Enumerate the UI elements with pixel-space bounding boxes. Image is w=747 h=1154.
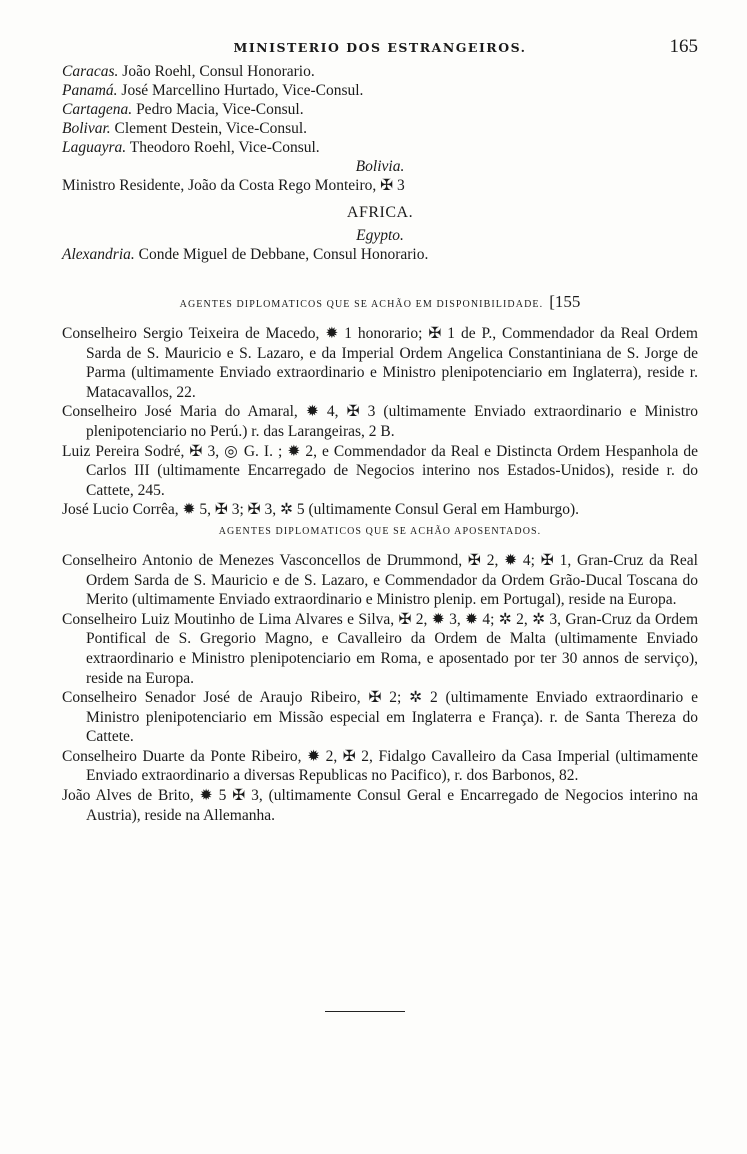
country-heading-egypt: Egypto. xyxy=(356,227,404,244)
agent-entry: Conselheiro José Maria do Amaral, ✹ 4, ✠ 3 (ultimamente Enviado extraordinario e Ministro plenipotenciario no Perú.) r. das Larangeiras, 2 B. xyxy=(62,403,698,440)
running-head-title: MINISTERIO DOS ESTRANGEIROS. xyxy=(233,40,527,55)
consul-name: José Marcellino Hurtado, Vice-Consul. xyxy=(117,82,364,99)
section-marker: [155 xyxy=(549,292,581,311)
consul-entry xyxy=(62,81,698,100)
consul-name: Theodoro Roehl, Vice-Consul. xyxy=(126,139,320,156)
agent-entry: Conselheiro Sergio Teixeira de Macedo, ✹ 1 honorario; ✠ 1 de P., Commendador da Real Ordem Sarda de S. Mauricio e S. Lazaro, e da Imperial Ordem Angelica Constantiniana de S. Jorge de Parma (ultimamente Enviado extraordinario e Ministro plenipotenciario em Inglaterra), reside r. Matacavallos, 22. xyxy=(62,325,698,401)
consul-place: Caracas. xyxy=(62,63,119,80)
consul-place: Bolivar. xyxy=(62,120,111,137)
disponibilidade-list xyxy=(62,324,698,520)
agent-entry: Conselheiro Luiz Moutinho de Lima Alvares e Silva, ✠ 2, ✹ 3, ✹ 4; ✲ 2, ✲ 3, Gran-Cruz da Ordem Pontifical de S. Gregorio Magno, e Cavalleiro da Ordem de Malta (ultimamente Enviado extraordinario e Ministro plenipotenciario em Roma, e aposentado por ter 30 annos de serviço), reside na Europa. xyxy=(62,610,698,687)
running-head xyxy=(62,34,698,62)
page-content xyxy=(62,34,698,825)
consul-place: Alexandria. xyxy=(62,246,135,263)
page-number: 165 xyxy=(669,36,698,57)
consul-entry xyxy=(62,119,698,138)
aposentados-list xyxy=(62,551,698,825)
agent-entry: Luiz Pereira Sodré, ✠ 3, ◎ G. I. ; ✹ 2, e Commendador da Real e Distincta Ordem Hespanhola de Carlos III (ultimamente Encarregado de Negocios interino nos Estados-Unidos), reside r. do Cattete, 245. xyxy=(62,442,698,499)
consul-place: Cartagena. xyxy=(62,101,133,118)
agent-entry: José Lucio Corrêa, ✹ 5, ✠ 3; ✠ 3, ✲ 5 (ultimamente Consul Geral em Hamburgo). xyxy=(62,501,579,519)
agent-entry: Conselheiro Antonio de Menezes Vasconcellos de Drummond, ✠ 2, ✹ 4; ✠ 1, Gran-Cruz da Real Ordem Sarda de S. Mauricio e de S. Lazaro, e Commendador da Ordem Grão-Ducal Toscana do Merito (ultimamente Enviado extraordinario e Ministro plenip. em Portugal), reside na Europa. xyxy=(62,551,698,609)
agent-entry: Conselheiro Senador José de Araujo Ribeiro, ✠ 2; ✲ 2 (ultimamente Enviado extraordinario e Ministro plenipotenciario em Missão especial em Inglaterra e França). r. de Santa Thereza do Cattete. xyxy=(62,689,698,746)
consul-name: João Roehl, Consul Honorario. xyxy=(118,63,315,80)
consul-entry xyxy=(62,138,698,157)
agent-entry: João Alves de Brito, ✹ 5 ✠ 3, (ultimamente Consul Geral e Encarregado de Negocios interino na Austria), reside na Allemanha. xyxy=(62,787,698,824)
consul-name: Pedro Macia, Vice-Consul. xyxy=(132,101,304,118)
consul-place: Laguayra. xyxy=(62,139,127,156)
africa-consul xyxy=(62,245,698,264)
section-heading-disponibilidade xyxy=(62,292,698,312)
bolivia-minister: Ministro Residente, João da Costa Rego Monteiro, ✠ 3 xyxy=(62,177,405,194)
consul-list xyxy=(62,62,698,157)
consul-name: Clement Destein, Vice-Consul. xyxy=(110,120,308,137)
consul-entry xyxy=(62,100,698,119)
country-heading-bolivia: Bolivia. xyxy=(355,158,405,175)
consul-place: Panamá. xyxy=(62,82,118,99)
agent-entry: Conselheiro Duarte da Ponte Ribeiro, ✹ 2, ✠ 2, Fidalgo Cavalleiro da Casa Imperial (ultimamente Enviado extraordinario a diversas Republicas no Pacifico), r. dos Barbonos, 82. xyxy=(62,747,698,785)
consul-name: Conde Miguel de Debbane, Consul Honorario. xyxy=(134,246,429,263)
continent-heading-africa: AFRICA. xyxy=(346,204,414,221)
consul-entry xyxy=(62,62,698,81)
section-heading-text: AGENTES DIPLOMATICOS QUE SE ACHÃO APOSENTADOS. xyxy=(218,525,542,537)
section-heading-text: AGENTES DIPLOMATICOS QUE SE ACHÃO EM DISPONIBILIDADE. xyxy=(179,299,544,310)
section-heading-aposentados xyxy=(62,526,698,537)
closing-rule xyxy=(325,1011,405,1012)
